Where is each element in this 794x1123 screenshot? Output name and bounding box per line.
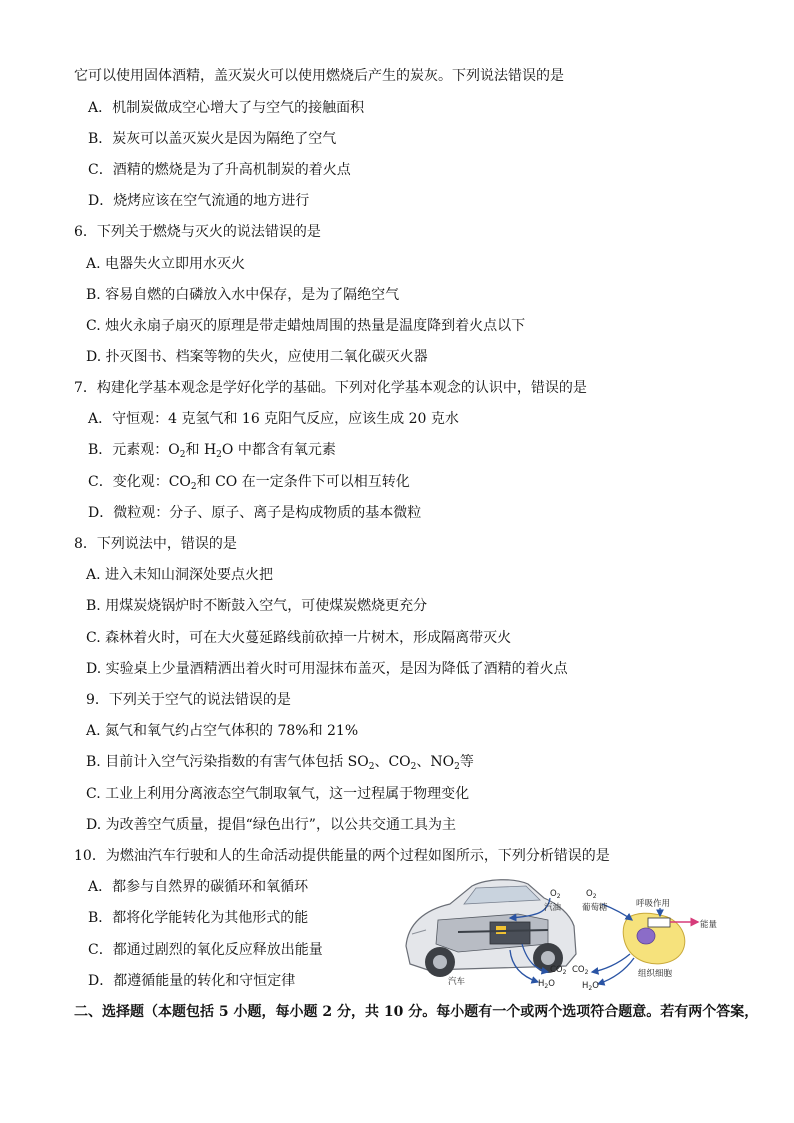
respiration-label: 呼吸作用 [636,899,671,909]
q9-stem: 9．下列关于空气的说法错误的是 [86,692,291,708]
q6-stem: 6．下列关于燃烧与灭火的说法错误的是 [74,224,321,240]
q10-option-c: C．都通过剧烈的氧化反应释放出能量 [88,942,323,958]
q9-option-b: B. 目前计入空气污染指数的有害气体包括 $SO_2$、$CO_2$、$NO_2$等 [86,754,474,772]
q7-option-b: B．元素观：$O_2$和 $H_2O$ 中都含有氧元素 [88,442,336,460]
q7-option-d: D．微粒观：分子、原子、离子是构成物质的基本微粒 [88,505,422,521]
h2o-cell-arrow [598,958,634,984]
q8-option-a: A. 进入未知山洞深处要点火把 [86,567,274,583]
q8-stem: 8．下列说法中，错误的是 [74,536,237,552]
q5-option-c: C．酒精的燃烧是为了升高机制炭的着火点 [88,162,351,178]
q5-option-a: A．机制炭做成空心增大了与空气的接触面积 [88,100,365,116]
car-label: 汽车 [448,977,466,987]
tissue-cell-label: 组织细胞 [638,969,673,979]
q6-option-c: C. 烛火永扇子扇灭的原理是带走蜡烛周围的热量是温度降到着火点以下 [86,318,526,334]
o2-left-label: $O_2$ [550,889,561,900]
q5-stem-continuation: 它可以使用固体酒精，盖灭炭火可以使用燃烧后产生的炭灰。下列说法错误的是 [74,68,564,84]
q9-option-d: D. 为改善空气质量，提倡“绿色出行”，以公共交通工具为主 [86,817,456,833]
q8-option-d: D. 实验桌上少量酒精洒出着火时可用湿抹布盖灭，是因为降低了酒精的着火点 [86,661,568,677]
q6-option-d: D. 扑灭图书、档案等物的失火，应使用二氧化碳灭火器 [86,349,428,365]
energy-label: 能量 [700,920,718,930]
h2o-right-label: $H_2O$ [582,981,599,992]
co2-right-label: $CO_2$ [572,965,589,976]
q10-option-a: A．都参与自然界的碳循环和氧循环 [88,879,309,895]
q7-option-a: A．守恒观：4 克氢气和 16 克阳气反应，应该生成 20 克水 [88,411,459,427]
q7-option-c: C．变化观：$CO_2$和 CO 在一定条件下可以相互转化 [88,474,410,492]
fuel-label: 汽油 [544,903,562,913]
q7-stem: 7．构建化学基本观念是学好化学的基础。下列对化学基本观念的认识中，错误的是 [74,380,587,396]
co2-left-label: $CO_2$ [550,965,567,976]
glucose-label: 葡萄糖 [582,903,608,913]
q10-figure [398,874,728,992]
h2o-left-label: $H_2O$ [538,979,555,990]
q9-option-c: C. 工业上利用分离液态空气制取氧气，这一过程属于物理变化 [86,786,470,802]
q9-option-a: A. 氮气和氧气约占空气体积的 78%和 21% [86,723,359,739]
q10-option-d: D．都遵循能量的转化和守恒定律 [88,973,296,989]
q8-option-b: B. 用煤炭烧锅炉时不断鼓入空气，可使煤炭燃烧更充分 [86,598,428,614]
q10-option-b: B．都将化学能转化为其他形式的能 [88,910,309,926]
q6-option-a: A. 电器失火立即用水灭火 [86,256,246,272]
tissue-cell-illustration [623,913,698,964]
section-2-heading: 二、选择题（本题包括 5 小题，每小题 2 分，共 10 分。每小题有一个或两个选项符合题意。若有两个答案， [74,1004,759,1020]
q6-option-b: B. 容易自燃的白磷放入水中保存，是为了隔绝空气 [86,287,400,303]
o2-right-label: $O_2$ [586,889,597,900]
q5-option-d: D．烧烤应该在空气流通的地方进行 [88,193,310,209]
q5-option-b: B．炭灰可以盖灭炭火是因为隔绝了空气 [88,131,337,147]
q10-stem: 10．为燃油汽车行驶和人的生命活动提供能量的两个过程如图所示，下列分析错误的是 [74,848,610,864]
q8-option-c: C. 森林着火时，可在大火蔓延路线前砍掉一片树木，形成隔离带灭火 [86,630,512,646]
